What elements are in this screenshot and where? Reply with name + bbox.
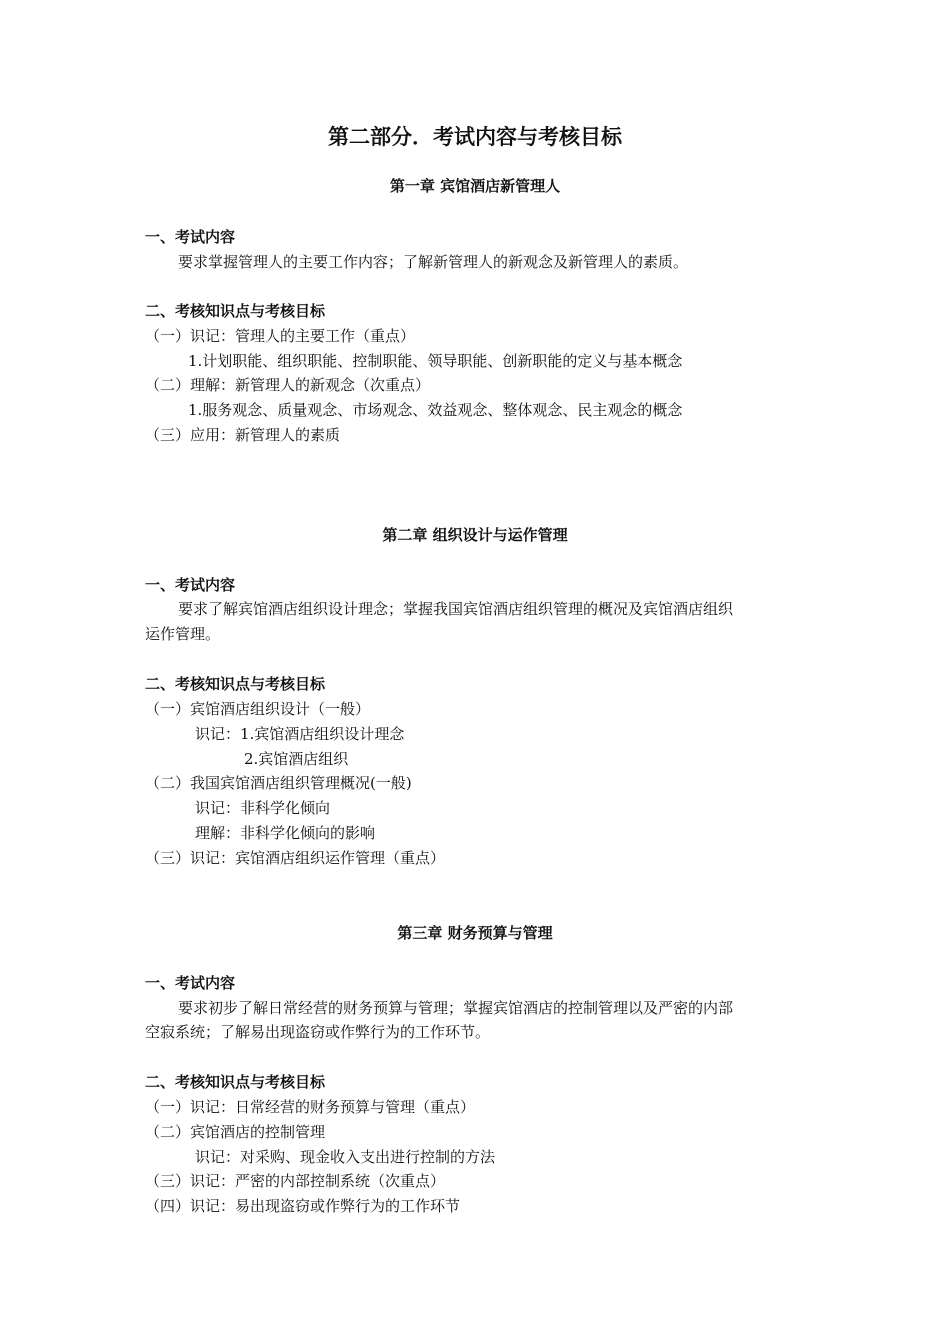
chapter-1-knowledge-line: （二）理解：新管理人的新观念（次重点） [145,376,431,394]
chapter-1-knowledge-line: （一）识记：管理人的主要工作（重点） [145,327,416,345]
chapter-1-knowledge-heading: 二、考核知识点与考核目标 [145,302,326,320]
chapter-1-knowledge-line: （三）应用：新管理人的素质 [145,426,341,444]
chapter-2-title: 第二章 组织设计与运作管理 [382,526,568,544]
chapter-2-knowledge-line: （二）我国宾馆酒店组织管理概况(一般) [145,774,412,792]
chapter-3-content-line: 空寂系统；了解易出现盗窃或作弊行为的工作环节。 [145,1023,491,1041]
chapter-2-knowledge-line: 识记：非科学化倾向 [195,799,331,817]
chapter-1-knowledge-line: 1.计划职能、组织职能、控制职能、领导职能、创新职能的定义与基本概念 [188,352,683,370]
chapter-3-content-heading: 一、考试内容 [145,974,236,992]
chapter-2-knowledge-heading: 二、考核知识点与考核目标 [145,675,326,693]
chapter-2-knowledge-line: 2.宾馆酒店组织 [244,750,349,768]
chapter-1-content-line: 要求掌握管理人的主要工作内容；了解新管理人的新观念及新管理人的素质。 [178,253,689,271]
chapter-3-knowledge-line: （二）宾馆酒店的控制管理 [145,1123,326,1141]
chapter-2-content-line: 运作管理。 [145,625,221,643]
chapter-3-knowledge-line: （三）识记：严密的内部控制系统（次重点） [145,1172,446,1190]
chapter-3-knowledge-heading: 二、考核知识点与考核目标 [145,1073,326,1091]
chapter-3-knowledge-line: （一）识记：日常经营的财务预算与管理（重点） [145,1098,476,1116]
chapter-1-title: 第一章 宾馆酒店新管理人 [389,177,561,195]
chapter-3-knowledge-line: 识记：对采购、现金收入支出进行控制的方法 [195,1148,496,1166]
chapter-2-knowledge-line: 理解：非科学化倾向的影响 [195,824,376,842]
chapter-1-knowledge-line: 1.服务观念、质量观念、市场观念、效益观念、整体观念、民主观念的概念 [188,401,683,419]
chapter-2-knowledge-line: 识记：1.宾馆酒店组织设计理念 [195,725,405,743]
chapter-3-title: 第三章 财务预算与管理 [397,924,553,942]
chapter-2-knowledge-line: （三）识记：宾馆酒店组织运作管理（重点） [145,849,446,867]
page-title: 第二部分．考试内容与考核目标 [328,124,622,149]
chapter-3-content-line: 要求初步了解日常经营的财务预算与管理；掌握宾馆酒店的控制管理以及严密的内部 [178,999,734,1017]
chapter-2-content-line: 要求了解宾馆酒店组织设计理念；掌握我国宾馆酒店组织管理的概况及宾馆酒店组织 [178,600,734,618]
chapter-3-knowledge-line: （四）识记：易出现盗窃或作弊行为的工作环节 [145,1197,461,1215]
chapter-1-content-heading: 一、考试内容 [145,228,236,246]
chapter-2-knowledge-line: （一）宾馆酒店组织设计（一般） [145,700,371,718]
chapter-2-content-heading: 一、考试内容 [145,576,236,594]
